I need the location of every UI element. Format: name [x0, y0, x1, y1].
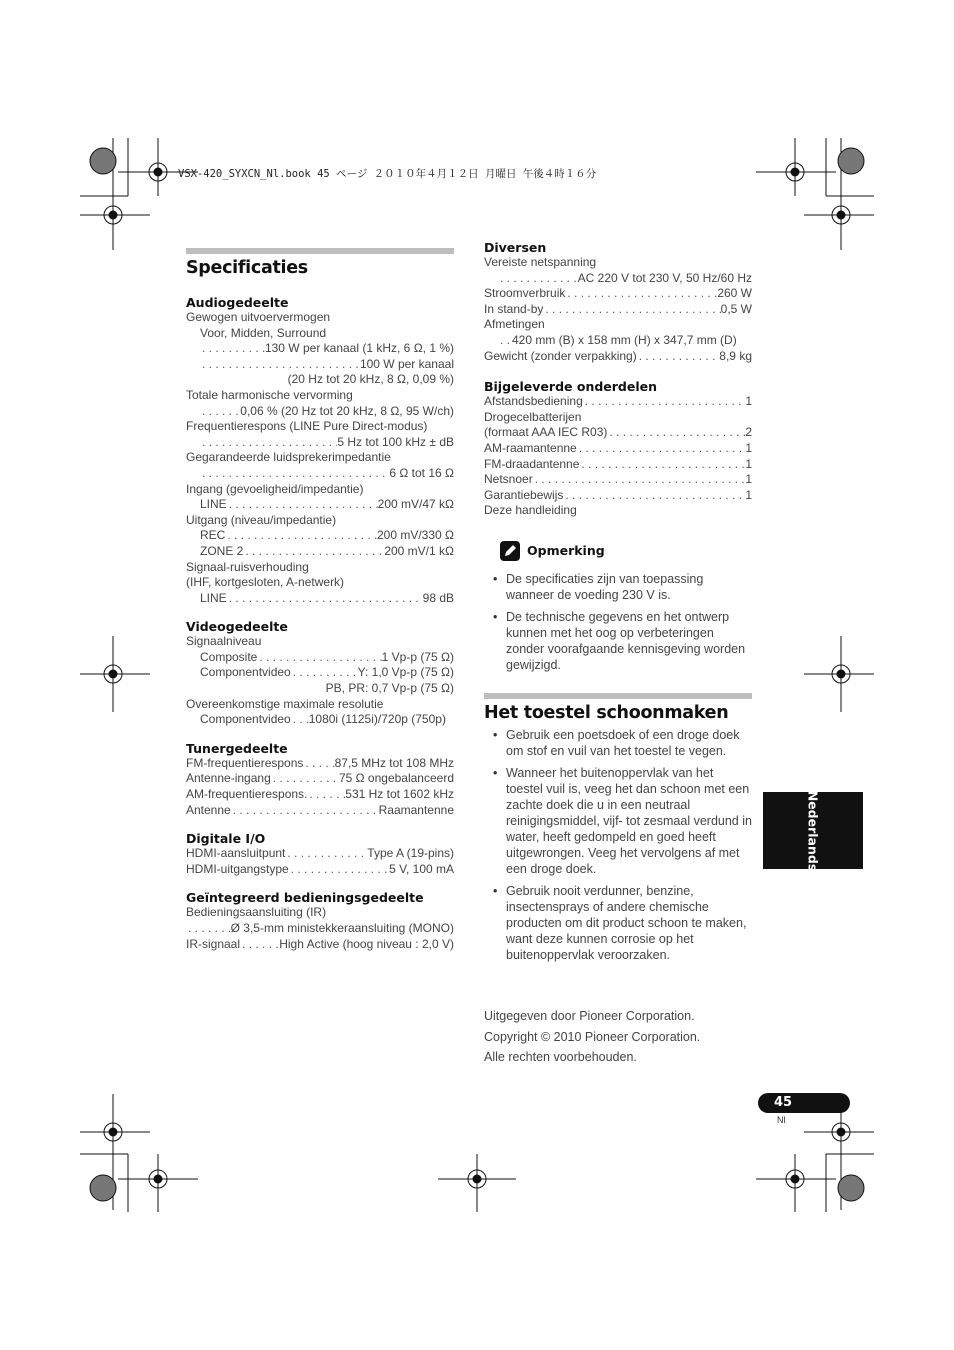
spec-line: LINE . . . 98 dB	[186, 591, 454, 607]
spec-line: ZONE 2 . . . 200 mV/1 kΩ	[186, 544, 454, 560]
tuner-section	[186, 741, 454, 818]
digital-io-heading: Digitale I/O	[186, 831, 266, 847]
spec-line: Drogecelbatterijen	[484, 409, 582, 424]
spec-line: Signaal-ruisverhouding	[186, 559, 309, 574]
spec-line: . . . 130 W per kanaal (1 kHz, 6 Ω, 1 %)	[186, 341, 454, 357]
note-list	[484, 571, 752, 673]
spec-line: Gewicht (zonder verpakking) . . . 8,9 kg	[484, 349, 752, 365]
control-section	[186, 890, 454, 952]
video-section	[186, 619, 454, 728]
spec-line: . . . 6 Ω tot 16 Ω	[186, 466, 454, 482]
cleaning-title: Het toestel schoonmaken	[484, 702, 729, 723]
spec-line: Bedieningsaansluiting (IR)	[186, 905, 327, 920]
audio-section	[186, 295, 454, 606]
spec-line: Signaalniveau	[186, 634, 262, 649]
spec-line: . . . 100 W per kanaal	[186, 357, 454, 373]
plus-minus-icon: ±	[429, 434, 436, 449]
tuner-heading: Tunergedeelte	[186, 740, 288, 756]
misc-heading: Diversen	[484, 240, 547, 255]
spec-line: Composite . . . 1 Vp-p (75 Ω)	[186, 650, 454, 666]
spec-line: (20 Hz tot 20 kHz, 8 Ω, 0,09 %)	[287, 372, 454, 387]
spec-line: Vereiste netspanning	[484, 255, 597, 269]
spec-line: (IHF, kortgesloten, A-netwerk)	[186, 575, 345, 590]
spec-line: . . . AC 220 V tot 230 V, 50 Hz/60 Hz	[484, 271, 752, 287]
spec-line: Componentvideo . . . Y: 1,0 Vp-p (75 Ω)	[186, 665, 454, 681]
right-column	[484, 240, 752, 969]
spec-line: Uitgang (niveau/impedantie)	[186, 512, 337, 527]
page-title: Specificaties	[186, 258, 308, 278]
publisher-line: Uitgegeven door Pioneer Corporation.	[484, 1009, 695, 1023]
copyright-line: Copyright © 2010 Pioneer Corporation.	[484, 1029, 701, 1044]
spec-line: Overeenkomstige maximale resolutie	[186, 696, 384, 711]
page-language-code: Nl	[777, 1115, 786, 1125]
spec-line: Garantiebewijs . . . 1	[484, 488, 752, 504]
cleaning-list	[484, 727, 752, 963]
publisher-block	[484, 1006, 700, 1068]
section-bar	[484, 693, 752, 699]
section-bar	[186, 248, 454, 254]
page-number-badge: 45	[758, 1093, 850, 1113]
spec-line: FM-draadantenne . . . 1	[484, 457, 752, 473]
spec-line: Componentvideo . . . 1080i (1125i)/720p (750p)	[186, 712, 454, 728]
spec-line: AM-raamantenne . . . 1	[484, 441, 752, 457]
supplied-heading: Bijgeleverde onderdelen	[484, 379, 658, 395]
spec-line: HDMI-aansluitpunt . . . Type A (19-pins)	[186, 846, 454, 862]
note-item: • De specificaties zijn van toepassing wanneer de voeding 230 V is.	[484, 571, 752, 603]
spec-line: HDMI-uitgangstype . . . 5 V, 100 mA	[186, 862, 454, 878]
spec-line: Antenne . . . Raamantenne	[186, 803, 454, 819]
spec-line: Frequentierespons (LINE Pure Direct-modus)	[186, 419, 428, 434]
control-heading: Geïntegreerd bedieningsgedeelte	[186, 890, 424, 906]
spec-line: . . . 5 Hz tot 100 kHz ± dB	[186, 435, 454, 451]
spec-line: Ingang (gevoeligheid/impedantie)	[186, 481, 364, 496]
supplied-section	[484, 379, 752, 519]
spec-line: IR-signaal . . . High Active (hoog niveau : 2,0 V)	[186, 937, 454, 953]
spec-line: . . . 420 mm (B) x 158 mm (H) x 347,7 mm (D)	[484, 333, 752, 349]
spec-line: Antenne-ingang . . . 75 Ω ongebalanceerd	[186, 771, 454, 787]
spec-line: Stroomverbruik . . . 260 W	[484, 286, 752, 302]
spec-line: Afmetingen	[484, 317, 545, 332]
video-heading: Videogedeelte	[186, 619, 288, 635]
spec-line: Voor, Midden, Surround	[200, 325, 327, 340]
spec-line: . . . 0,06 % (20 Hz tot 20 kHz, 8 Ω, 95 W/ch)	[186, 404, 454, 420]
cleaning-item: • Gebruik nooit verdunner, benzine, insectensprays of andere chemische producten om dit product schoon te maken, want deze kunnen corrosie op het buitenoppervlak veroorzaken.	[484, 883, 752, 963]
language-tab: Nederlands	[763, 792, 863, 869]
spec-line: Gegarandeerde luidsprekerimpedantie	[186, 450, 391, 465]
note-pencil-icon	[500, 541, 520, 561]
spec-line: Totale harmonische vervorming	[186, 387, 353, 402]
specifications-column	[186, 248, 454, 952]
spec-line: PB, PR: 0,7 Vp-p (75 Ω)	[325, 681, 454, 696]
cleaning-item: • Gebruik een poetsdoek of een droge doek om stof en vuil van het toestel te vegen.	[484, 727, 752, 759]
audio-heading: Audiogedeelte	[186, 295, 289, 310]
spec-line: FM-frequentierespons . . . 87,5 MHz tot 108 MHz	[186, 756, 454, 772]
spec-line: AM-frequentierespons. . . . 531 Hz tot 1602 kHz	[186, 787, 454, 803]
spec-line: Afstandsbediening . . . 1	[484, 394, 752, 410]
spec-line: (formaat AAA IEC R03) . . . 2	[484, 425, 752, 441]
note-header	[484, 541, 752, 561]
file-header-line: VSX-420_SYXCN_Nl.book 45 ページ ２０１０年４月１２日 月曜日 午後４時１６分	[178, 168, 597, 180]
spec-line: Netsnoer . . . 1	[484, 472, 752, 488]
spec-line: In stand-by . . . 0,5 W	[484, 302, 752, 318]
rights-line: Alle rechten voorbehouden.	[484, 1050, 637, 1064]
digital-io-section	[186, 831, 454, 877]
spec-line: LINE . . . 200 mV/47 kΩ	[186, 497, 454, 513]
spec-line: Deze handleiding	[484, 503, 577, 518]
spec-line: Gewogen uitvoervermogen	[186, 310, 331, 324]
note-item: • De technische gegevens en het ontwerp kunnen met het oog op verbeteringen zonder voorafgaande kennisgeving worden gewijzigd.	[484, 609, 752, 673]
misc-section	[484, 240, 752, 364]
cleaning-item: • Wanneer het buitenoppervlak van het toestel vuil is, veeg het dan schoon met een zachte doek die u in een neutraal reinigingsmiddel, vijf- tot zesmaal verdund in water, heeft gedompeld en goed heeft uitgewrongen. Veeg het vervolgens af met een droge doek.	[484, 765, 752, 877]
spec-line: . . . Ø 3,5-mm ministekkeraansluiting (MONO)	[186, 921, 454, 937]
note-heading: Opmerking	[527, 543, 605, 559]
spec-line: REC . . . 200 mV/330 Ω	[186, 528, 454, 544]
